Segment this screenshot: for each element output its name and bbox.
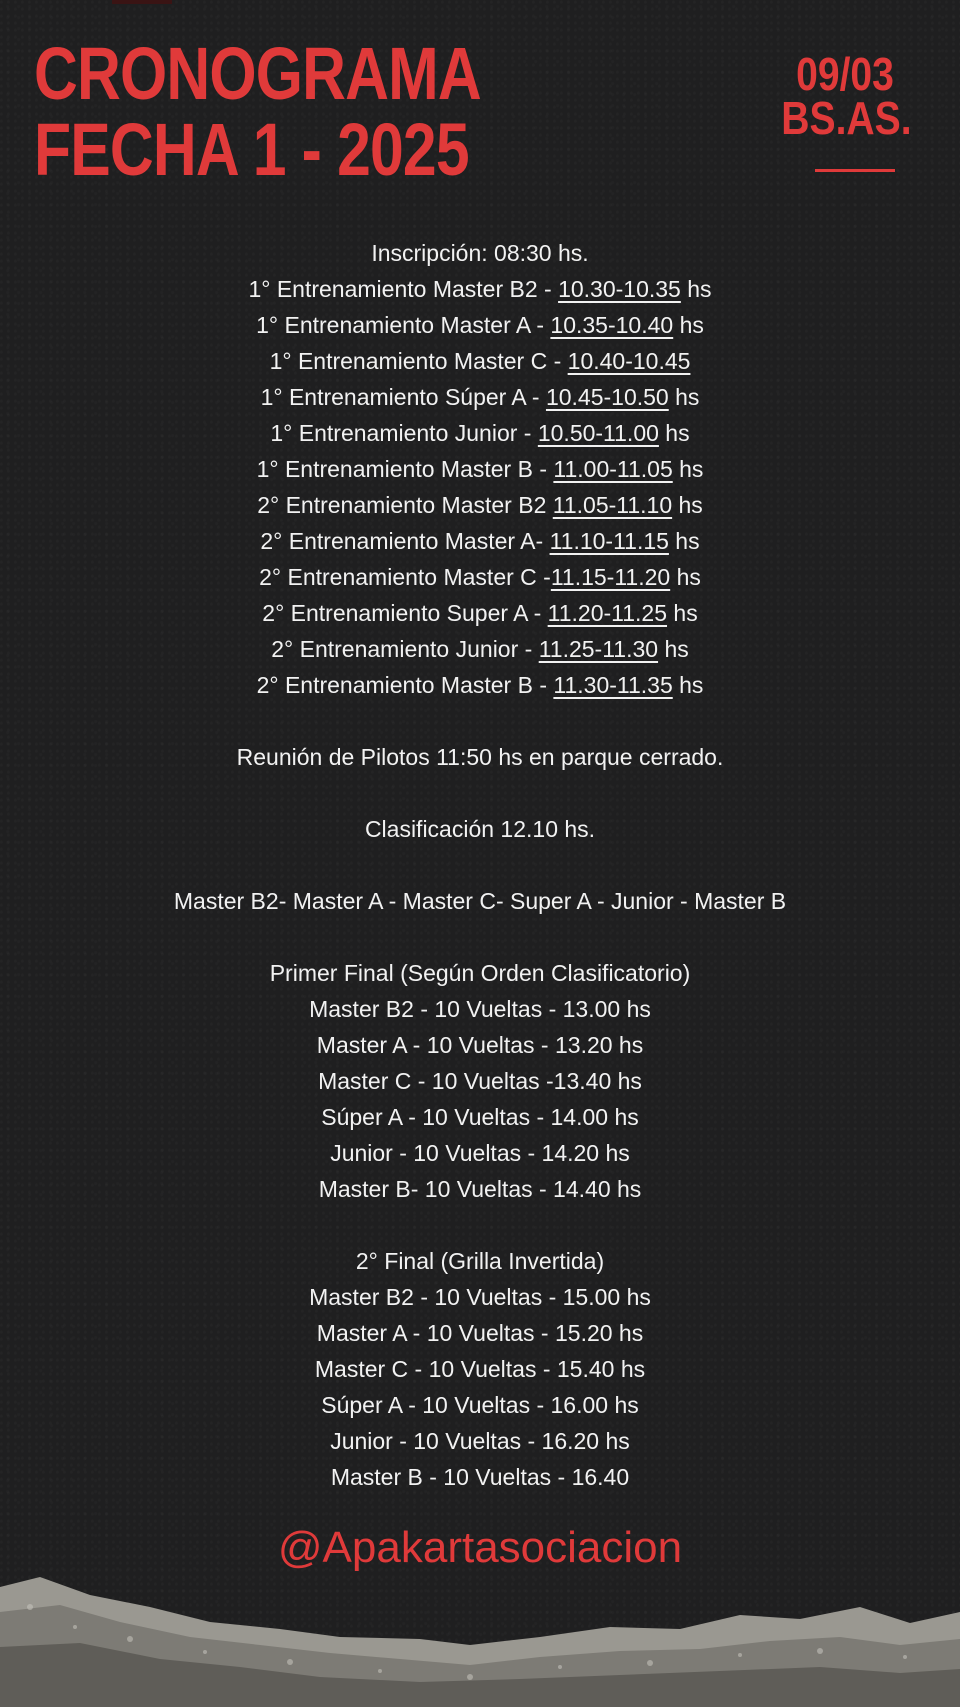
title-line-2: FECHA 1 - 2025 xyxy=(34,108,469,191)
first-final-row: Súper A - 10 Vueltas - 14.00 hs xyxy=(321,1104,639,1130)
training-suffix: hs xyxy=(667,600,698,626)
second-final-row: Master A - 10 Vueltas - 15.20 hs xyxy=(316,1320,644,1346)
training-label: 1° Entrenamiento Junior - xyxy=(270,420,538,446)
second-final-row: Junior - 10 Vueltas - 16.20 hs xyxy=(330,1428,630,1454)
training-time: 11.25-11.30 xyxy=(538,636,659,662)
training-time: 11.30-11.35 xyxy=(553,672,673,698)
training-row xyxy=(0,487,960,523)
training-row xyxy=(0,667,960,703)
registration-time: Inscripción: 08:30 hs. xyxy=(371,240,589,266)
spacer xyxy=(0,1207,960,1243)
spacer xyxy=(0,919,960,955)
spacer xyxy=(0,775,960,811)
first-final-row: Master C - 10 Vueltas -13.40 hs xyxy=(318,1068,642,1094)
date-location-block xyxy=(770,48,920,144)
training-label: 2° Entrenamiento Master A- xyxy=(260,528,550,554)
training-label: 1° Entrenamiento Súper A - xyxy=(260,384,546,410)
schedule-content xyxy=(0,235,960,1495)
training-row xyxy=(0,307,960,343)
training-suffix: hs xyxy=(658,420,690,446)
training-row xyxy=(0,451,960,487)
training-suffix: hs xyxy=(680,276,712,302)
page-title xyxy=(34,32,481,191)
second-final-section xyxy=(0,1243,960,1495)
pilot-meeting: Reunión de Pilotos 11:50 hs en parque cerrado. xyxy=(236,744,724,770)
second-final-row: Master C - 10 Vueltas - 15.40 hs xyxy=(314,1356,646,1382)
training-suffix: hs xyxy=(672,672,704,698)
title-line-1: CRONOGRAMA xyxy=(34,32,481,115)
training-row xyxy=(0,271,960,307)
accent-divider xyxy=(815,169,895,172)
first-final-row: Master A - 10 Vueltas - 13.20 hs xyxy=(316,1032,644,1058)
first-final-title: Primer Final (Según Orden Clasificatorio) xyxy=(269,960,691,986)
social-handle: @Apakartasociacion xyxy=(277,1523,683,1572)
training-label: 2° Entrenamiento Master B2 xyxy=(257,492,553,518)
second-final-title: 2° Final (Grilla Invertida) xyxy=(355,1248,605,1274)
qualifying-time: Clasificación 12.10 hs. xyxy=(364,816,596,842)
first-final-row: Junior - 10 Vueltas - 14.20 hs xyxy=(330,1140,630,1166)
training-time: 11.15-11.20 xyxy=(550,564,671,590)
training-time: 10.40-10.45 xyxy=(567,348,691,374)
training-time: 11.20-11.25 xyxy=(547,600,668,626)
first-final-row: Master B2 - 10 Vueltas - 13.00 hs xyxy=(309,996,651,1022)
training-list xyxy=(0,271,960,703)
training-row xyxy=(0,559,960,595)
training-label: 1° Entrenamiento Master B - xyxy=(256,456,554,482)
training-label: 2° Entrenamiento Master C - xyxy=(259,564,551,590)
training-suffix: hs xyxy=(668,528,700,554)
training-row xyxy=(0,415,960,451)
spacer xyxy=(0,703,960,739)
training-suffix: hs xyxy=(672,492,703,518)
training-row xyxy=(0,595,960,631)
training-row xyxy=(0,523,960,559)
second-final-row: Master B - 10 Vueltas - 16.40 xyxy=(330,1464,630,1490)
training-suffix: hs xyxy=(673,312,704,338)
top-decoration xyxy=(112,0,172,4)
training-time: 11.00-11.05 xyxy=(553,456,673,482)
second-final-row: Master B2 - 10 Vueltas - 15.00 hs xyxy=(309,1284,651,1310)
training-row xyxy=(0,631,960,667)
training-label: 2° Entrenamiento Super A - xyxy=(262,600,548,626)
spacer xyxy=(0,847,960,883)
training-suffix: hs xyxy=(658,636,689,662)
training-time: 11.05-11.10 xyxy=(552,492,673,518)
training-label: 2° Entrenamiento Master B - xyxy=(256,672,554,698)
qualifying-order: Master B2- Master A - Master C- Super A - Junior - Master B xyxy=(173,888,787,914)
event-location: BS.AS. xyxy=(781,92,912,144)
training-suffix: hs xyxy=(672,456,704,482)
training-row xyxy=(0,343,960,379)
first-final-section xyxy=(0,955,960,1207)
training-suffix: hs xyxy=(668,384,700,410)
training-label: 1° Entrenamiento Master C - xyxy=(269,348,568,374)
training-row xyxy=(0,379,960,415)
training-label: 1° Entrenamiento Master A - xyxy=(256,312,551,338)
mountain-silhouette xyxy=(0,1567,960,1707)
training-label: 2° Entrenamiento Junior - xyxy=(271,636,539,662)
first-final-row: Master B- 10 Vueltas - 14.40 hs xyxy=(318,1176,642,1202)
event-date: 09/03 xyxy=(796,48,894,100)
training-time: 10.30-10.35 xyxy=(558,276,681,302)
training-label: 1° Entrenamiento Master B2 - xyxy=(248,276,559,302)
training-time: 10.45-10.50 xyxy=(545,384,669,410)
training-time: 10.35-10.40 xyxy=(550,312,674,338)
training-suffix: hs xyxy=(670,564,701,590)
training-time: 10.50-11.00 xyxy=(537,420,659,446)
second-final-row: Súper A - 10 Vueltas - 16.00 hs xyxy=(321,1392,639,1418)
training-time: 11.10-11.15 xyxy=(549,528,669,554)
